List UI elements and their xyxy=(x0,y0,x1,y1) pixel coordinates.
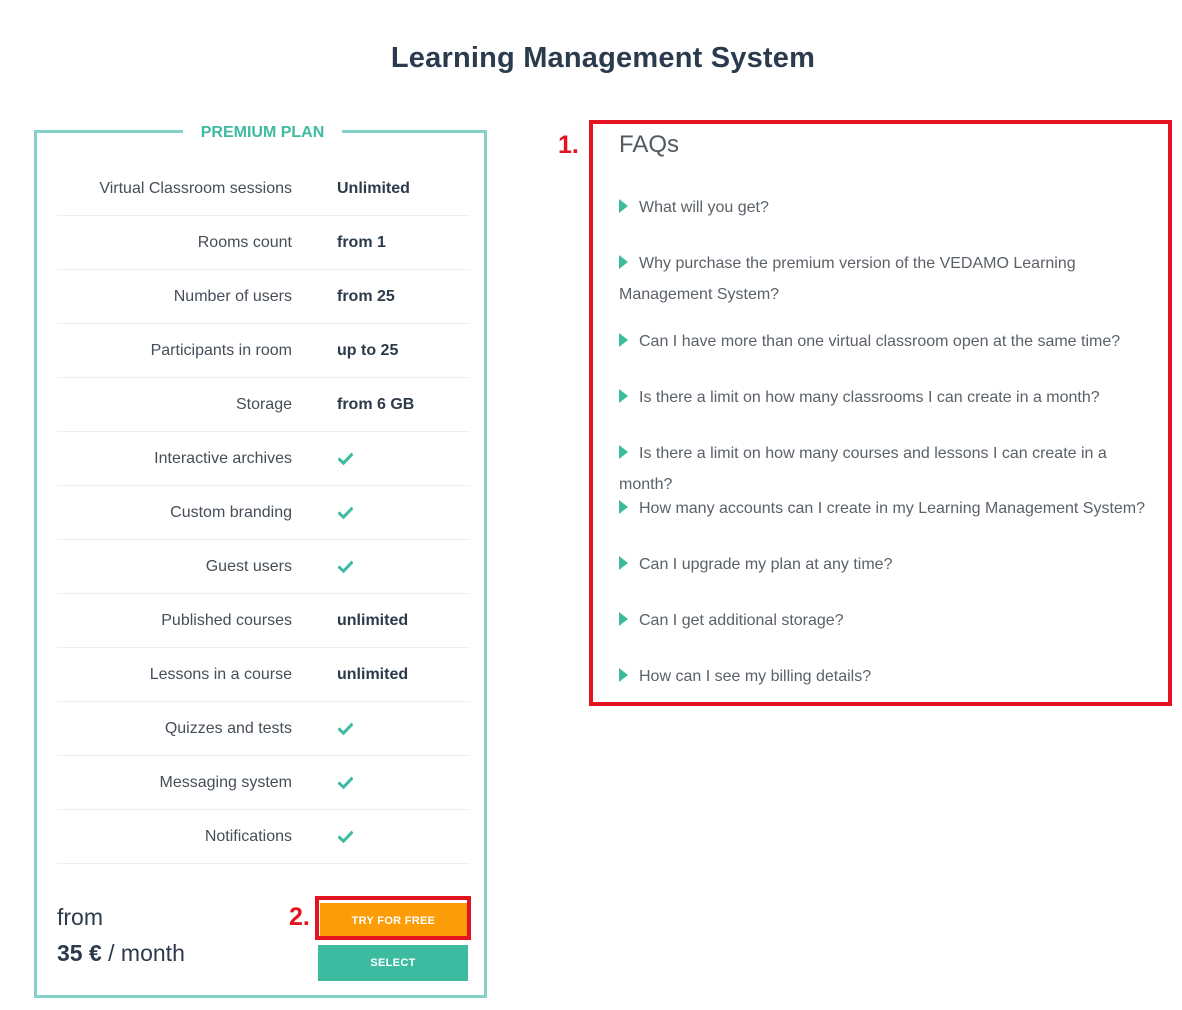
feature-row xyxy=(57,810,470,864)
feature-row xyxy=(57,702,470,756)
annotation-box-try-button xyxy=(315,896,471,940)
feature-row xyxy=(57,162,470,216)
feature-name: Number of users xyxy=(173,288,292,305)
price-period: / month xyxy=(101,940,185,966)
feature-value: from 25 xyxy=(337,288,395,305)
feature-name: Messaging system xyxy=(159,774,292,791)
feature-value: from 1 xyxy=(337,234,386,251)
feature-value: from 6 GB xyxy=(337,396,415,413)
feature-name: Published courses xyxy=(161,612,292,629)
feature-row xyxy=(57,216,470,270)
feature-value: up to 25 xyxy=(337,342,399,359)
faq-question: Is there a limit on how many courses and lessons I can create in a month? xyxy=(619,445,1107,493)
feature-name: Virtual Classroom sessions xyxy=(99,180,292,197)
feature-name: Guest users xyxy=(205,558,292,575)
check-icon xyxy=(338,452,353,466)
select-button[interactable]: SELECT xyxy=(318,945,468,981)
feature-row xyxy=(57,378,470,432)
feature-value: unlimited xyxy=(337,666,409,683)
check-icon xyxy=(338,506,353,520)
annotation-number-try: 2. xyxy=(289,903,310,931)
premium-plan-card xyxy=(34,124,487,998)
faq-question: What will you get? xyxy=(639,199,769,216)
page-title: Learning Management System xyxy=(390,42,816,74)
faq-question: How many accounts can I create in my Learning Management System? xyxy=(639,500,1146,517)
faq-question: Can I get additional storage? xyxy=(639,612,844,629)
feature-list xyxy=(57,162,470,864)
feature-row xyxy=(57,648,470,702)
feature-name: Notifications xyxy=(204,828,292,845)
feature-row xyxy=(57,594,470,648)
faq-question: Why purchase the premium version of the VEDAMO Learning Management System? xyxy=(619,255,1076,303)
feature-name: Participants in room xyxy=(150,342,292,359)
feature-row xyxy=(57,756,470,810)
check-icon xyxy=(338,830,353,844)
feature-name: Storage xyxy=(235,396,292,413)
feature-row xyxy=(57,324,470,378)
feature-row xyxy=(57,270,470,324)
try-for-free-button[interactable]: TRY FOR FREE xyxy=(320,903,467,939)
feature-name: Quizzes and tests xyxy=(164,720,292,737)
feature-row xyxy=(57,432,470,486)
faq-question: Can I upgrade my plan at any time? xyxy=(639,556,893,573)
plan-name: PREMIUM PLAN xyxy=(183,122,342,144)
faq-question: Is there a limit on how many classrooms I can create in a month? xyxy=(639,389,1100,406)
price xyxy=(57,940,185,967)
check-icon xyxy=(338,560,353,574)
faq-question: How can I see my billing details? xyxy=(639,668,872,685)
check-icon xyxy=(338,722,353,736)
feature-value: Unlimited xyxy=(337,180,410,197)
feature-name: Interactive archives xyxy=(154,450,292,467)
feature-name: Custom branding xyxy=(170,504,292,521)
price-amount: 35 € xyxy=(57,940,102,966)
annotation-box-faq xyxy=(589,120,1172,706)
feature-row xyxy=(57,540,470,594)
feature-value: unlimited xyxy=(337,612,409,629)
faq-question: Can I have more than one virtual classroom open at the same time? xyxy=(639,333,1121,350)
feature-name: Lessons in a course xyxy=(149,666,292,683)
price-from-label: from xyxy=(57,904,103,930)
check-icon xyxy=(338,776,353,790)
annotation-number-faq: 1. xyxy=(558,131,579,159)
feature-row xyxy=(57,486,470,540)
faq-title: FAQs xyxy=(619,131,680,158)
feature-name: Rooms count xyxy=(197,234,292,251)
